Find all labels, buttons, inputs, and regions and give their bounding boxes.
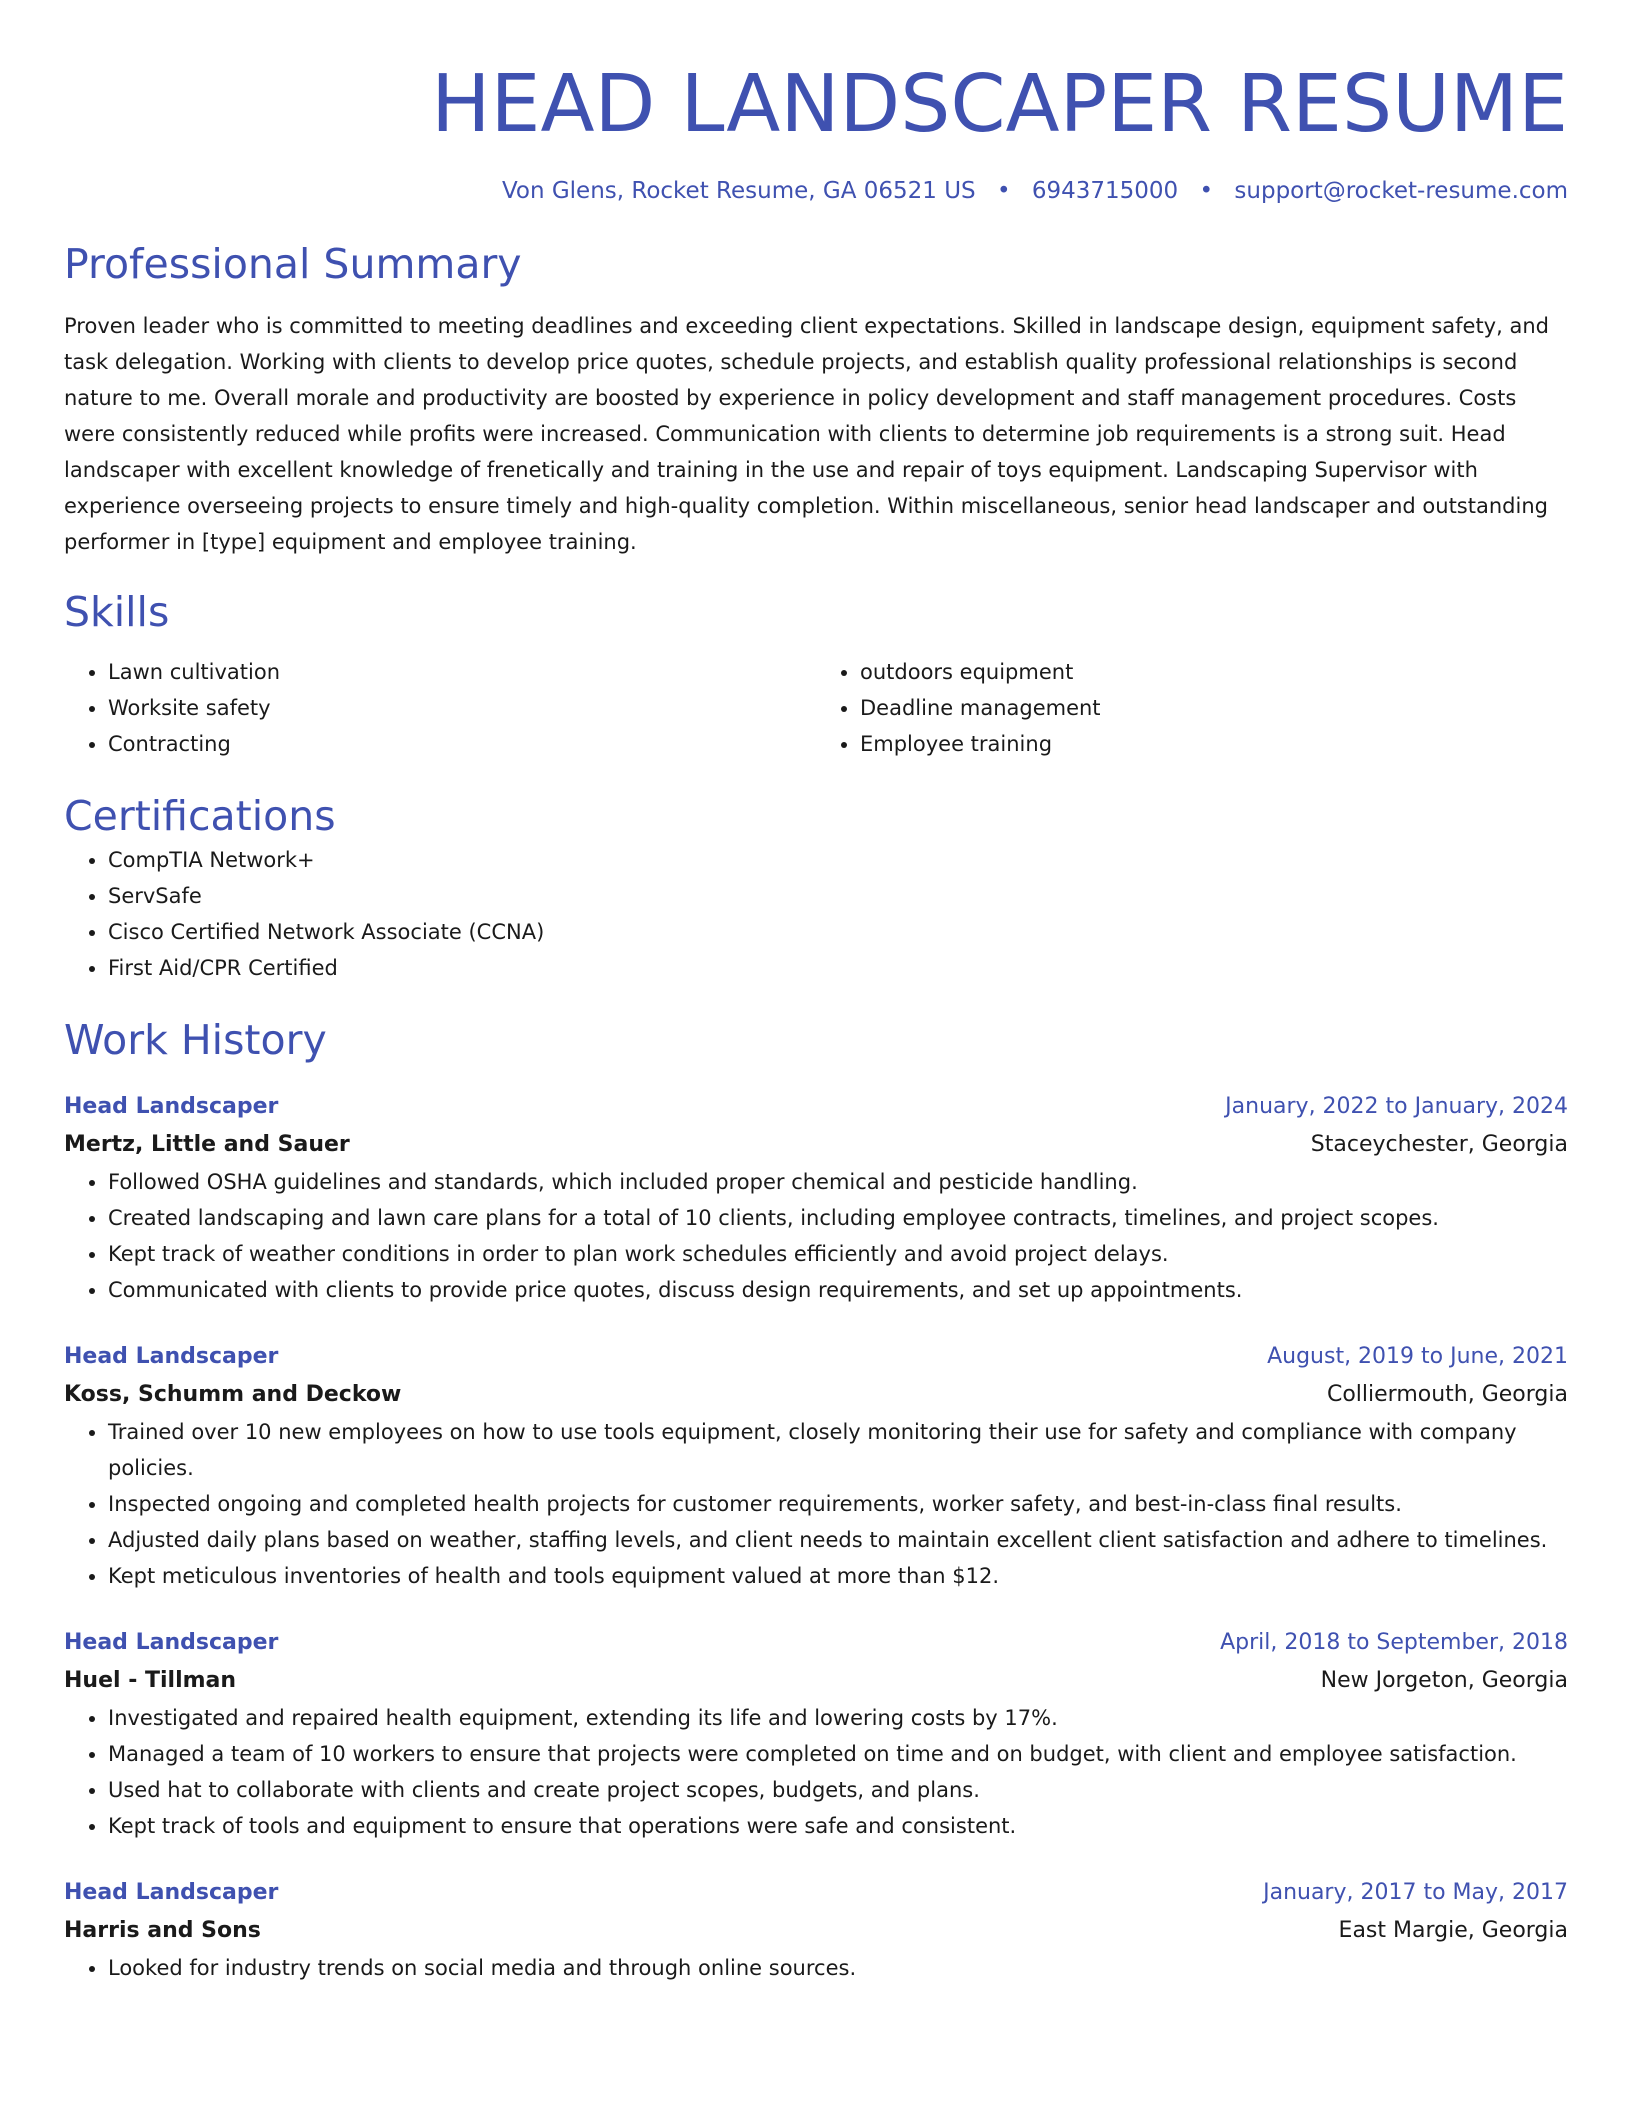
job-bullets — [64, 1950, 1568, 1986]
job-bullets — [64, 1164, 1568, 1308]
job-title: Head Landscaper — [64, 1094, 279, 1119]
job-title-row — [64, 1624, 1568, 1662]
certification-item: • CompTIA Network+ — [108, 842, 1568, 878]
contact-line — [64, 174, 1568, 208]
job-bullet: • Created landscaping and lawn care plans for a total of 10 clients, including employee contracts, timelines, and project scopes. — [108, 1200, 1568, 1236]
job-bullet: • Investigated and repaired health equipment, extending its life and lowering costs by 17%. — [108, 1700, 1568, 1736]
job-dates: January, 2017 to May, 2017 — [1263, 1880, 1568, 1905]
certification-item: • Cisco Certified Network Associate (CCNA) — [108, 914, 1568, 950]
job-bullet: • Managed a team of 10 workers to ensure that projects were completed on time and on budget, with client and employee satisfaction. — [108, 1736, 1568, 1772]
work-history-heading: Work History — [64, 1016, 327, 1064]
job-title: Head Landscaper — [64, 1880, 279, 1905]
job-company-row — [64, 1126, 1568, 1164]
job-bullet: • Followed OSHA guidelines and standards, which included proper chemical and pesticide handling. — [108, 1164, 1568, 1200]
certifications-list — [64, 842, 1568, 986]
job-location: Colliermouth, Georgia — [1326, 1382, 1568, 1407]
summary-text: Proven leader who is committed to meeting deadlines and exceeding client expectations. Skilled in landscape design, equipment safety, and task delegation. Working with clients to develop price quotes, schedule projects, and establish quality professional relationships is second nature to me. Overall morale and productivity are boosted by experience in policy development and staff management procedures. Costs were consistently reduced while profits were increased. Communication with clients to determine job requirements is a strong suit. Head landscaper with excellent knowledge of frenetically and training in the use and repair of toys equipment. Landscaping Supervisor with experience overseeing projects to ensure timely and high-quality completion. Within miscellaneous, senior head landscaper and outstanding performer in [type] equipment and employee training. — [64, 314, 1549, 554]
job-title-row — [64, 1874, 1568, 1912]
job-dates: January, 2022 to January, 2024 — [1225, 1094, 1568, 1119]
job-bullet: • Kept track of weather conditions in order to plan work schedules efficiently and avoid project delays. — [108, 1236, 1568, 1272]
job-title: Head Landscaper — [64, 1344, 279, 1369]
job-dates: April, 2018 to September, 2018 — [1220, 1630, 1568, 1655]
skill-item: • Employee training — [860, 726, 1568, 762]
job-bullet: • Kept meticulous inventories of health and tools equipment valued at more than $12. — [108, 1558, 1568, 1594]
contact-address: Von Glens, Rocket Resume, GA 06521 US — [501, 178, 976, 204]
job-company: Huel - Tillman — [64, 1668, 237, 1693]
skills-grid — [64, 654, 1568, 762]
skills-heading: Skills — [64, 588, 170, 636]
job-bullet: • Used hat to collaborate with clients and create project scopes, budgets, and plans. — [108, 1772, 1568, 1808]
job-company-row — [64, 1662, 1568, 1700]
resume-title: HEAD LANDSCAPER RESUME — [431, 58, 1568, 150]
contact-separator: • — [996, 178, 1011, 204]
certifications-heading: Certifications — [64, 792, 336, 840]
certification-item: • ServSafe — [108, 878, 1568, 914]
job-location: East Margie, Georgia — [1338, 1918, 1568, 1943]
job-location: Staceychester, Georgia — [1310, 1132, 1568, 1157]
job-title-row — [64, 1338, 1568, 1376]
job-company: Mertz, Little and Sauer — [64, 1132, 350, 1157]
job-entry — [64, 1338, 1568, 1594]
skill-item: • Deadline management — [860, 690, 1568, 726]
job-bullet: • Communicated with clients to provide price quotes, discuss design requirements, and set up appointments. — [108, 1272, 1568, 1308]
job-bullet: • Looked for industry trends on social media and through online sources. — [108, 1950, 1568, 1986]
skill-item: • Worksite safety — [108, 690, 816, 726]
job-location: New Jorgeton, Georgia — [1320, 1668, 1568, 1693]
job-company-row — [64, 1912, 1568, 1950]
skills-list-left — [64, 654, 816, 762]
job-company: Harris and Sons — [64, 1918, 261, 1943]
job-entry — [64, 1624, 1568, 1844]
job-entry — [64, 1874, 1568, 1986]
job-bullets — [64, 1414, 1568, 1594]
summary-heading: Professional Summary — [64, 240, 522, 288]
skill-item: • outdoors equipment — [860, 654, 1568, 690]
job-dates: August, 2019 to June, 2021 — [1267, 1344, 1568, 1369]
certification-item: • First Aid/CPR Certified — [108, 950, 1568, 986]
job-bullet: • Kept track of tools and equipment to ensure that operations were safe and consistent. — [108, 1808, 1568, 1844]
job-title-row — [64, 1088, 1568, 1126]
contact-phone: 6943715000 — [1031, 178, 1179, 204]
contact-separator: • — [1199, 178, 1214, 204]
job-company-row — [64, 1376, 1568, 1414]
job-company: Koss, Schumm and Deckow — [64, 1382, 402, 1407]
resume-header — [64, 56, 1568, 208]
job-title: Head Landscaper — [64, 1630, 279, 1655]
job-bullet: • Trained over 10 new employees on how to use tools equipment, closely monitoring their use for safety and compliance with company policies. — [108, 1414, 1568, 1486]
job-bullets — [64, 1700, 1568, 1844]
job-entry — [64, 1088, 1568, 1308]
skills-list-right — [816, 654, 1568, 762]
job-bullet: • Inspected ongoing and completed health projects for customer requirements, worker safety, and best-in-class final results. — [108, 1486, 1568, 1522]
job-bullet: • Adjusted daily plans based on weather, staffing levels, and client needs to maintain excellent client satisfaction and adhere to timelines. — [108, 1522, 1568, 1558]
skill-item: • Lawn cultivation — [108, 654, 816, 690]
skill-item: • Contracting — [108, 726, 816, 762]
contact-email: support@rocket-resume.com — [1234, 178, 1568, 204]
